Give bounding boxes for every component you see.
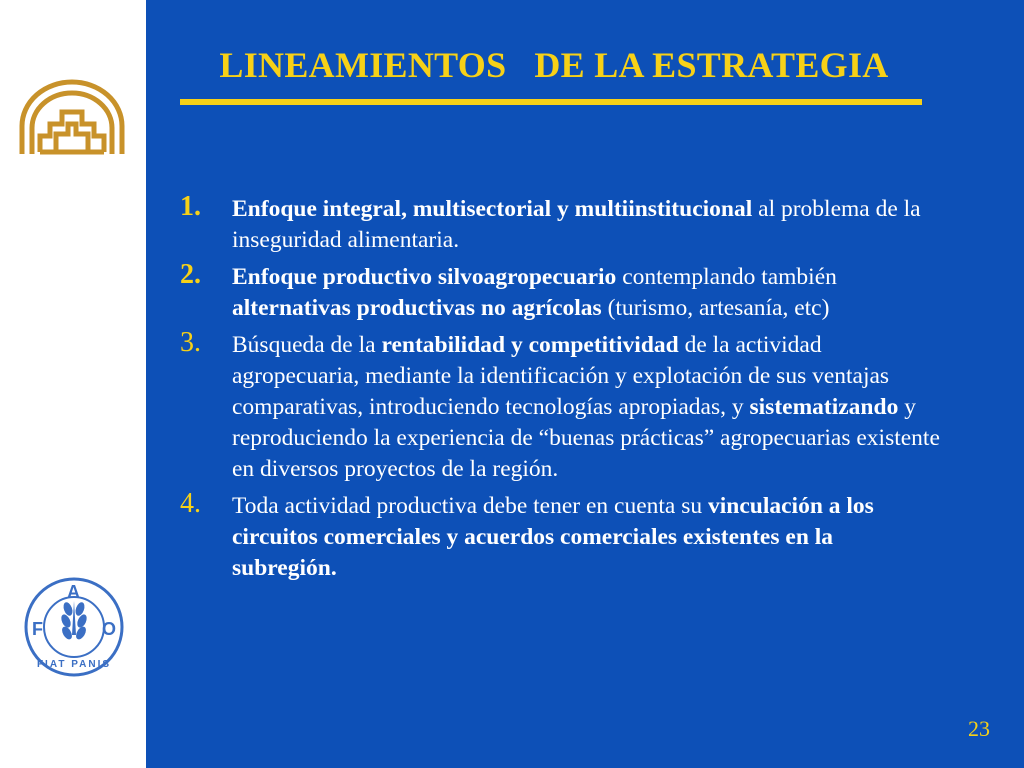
body-text: y reproduciendo la experiencia de “buenas prácticas” agropecuarias existente en diversos proyectos de la región.: [232, 394, 940, 482]
page-number: 23: [968, 716, 990, 741]
list-item-number: 3.: [180, 327, 201, 358]
emphasized-text: rentabilidad y competitividad: [381, 332, 679, 358]
body-text: contemplando también: [616, 264, 837, 290]
emphasized-text: Enfoque integral, multisectorial y multiinstitucional: [232, 196, 753, 222]
emphasized-text: sistematizando: [749, 394, 899, 420]
left-logo-strip: [0, 0, 146, 768]
list-item: [180, 259, 940, 324]
list-item: [180, 327, 940, 485]
body-text: Toda actividad productiva debe tener en cuenta su: [232, 493, 708, 519]
fao-logo-icon: [22, 575, 126, 679]
fao-motto: FIAT PANIS: [36, 659, 112, 670]
list-item: [180, 191, 940, 256]
body-text: al problema de la inseguridad alimentaria.: [232, 196, 921, 253]
list-item-number: 2.: [180, 259, 201, 290]
fao-letter-a: A: [67, 582, 80, 602]
list-item-number: 4.: [180, 488, 201, 519]
fao-letter-o: O: [102, 619, 117, 639]
list-item-text: [232, 262, 940, 324]
emphasized-text: vinculación a los circuitos comerciales y acuerdos comerciales existentes en la subregión.: [232, 493, 874, 581]
body-text: de la actividad agropecuaria, mediante la identificación y explotación de sus ventajas comparativas, introduciendo tecnologías apropiadas, y: [232, 332, 890, 420]
fao-letter-f: F: [32, 619, 43, 639]
body-text: (turismo, artesanía, etc): [601, 295, 830, 321]
slide-content-panel: [146, 0, 1024, 768]
list-item-number: 1.: [180, 191, 201, 222]
guidelines-list: [180, 191, 940, 590]
emphasized-text: alternativas productivas no agrícolas: [232, 295, 602, 321]
list-item-text: [232, 330, 940, 485]
body-text: Búsqueda de la: [232, 332, 382, 358]
list-item-text: [232, 491, 940, 584]
emphasized-text: Enfoque productivo silvoagropecuario: [232, 264, 617, 290]
list-item-text: [232, 194, 940, 256]
slide-title: LINEAMIENTOS DE LA ESTRATEGIA: [219, 45, 889, 85]
list-item: [180, 488, 940, 584]
andean-community-logo-icon: [16, 78, 128, 158]
title-underline: [180, 99, 922, 105]
